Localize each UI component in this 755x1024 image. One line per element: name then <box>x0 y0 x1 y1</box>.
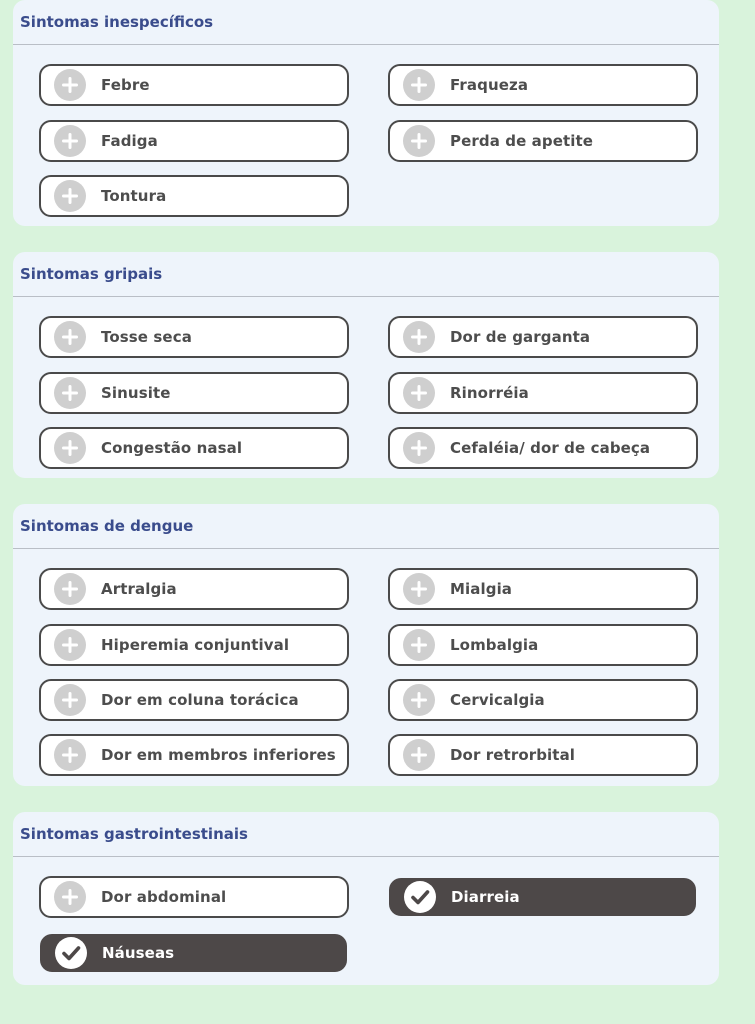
plus-icon <box>54 321 86 353</box>
symptom-label: Febre <box>101 76 150 94</box>
symptom-label: Diarreia <box>451 888 520 906</box>
plus-icon <box>54 377 86 409</box>
symptom-label: Dor retrorbital <box>450 746 576 764</box>
symptom-label: Cervicalgia <box>450 691 545 709</box>
plus-icon <box>54 629 86 661</box>
plus-icon <box>403 432 435 464</box>
plus-icon <box>54 684 86 716</box>
symptom-label: Sinusite <box>101 384 171 402</box>
section-title: Sintomas inespecíficos <box>20 13 214 31</box>
section-header <box>13 252 719 297</box>
symptom-chip-dor-em-coluna-toracica[interactable] <box>39 679 349 721</box>
symptom-chip-dor-retrorbital[interactable] <box>388 734 698 776</box>
section-sintomas-gripais <box>13 252 719 478</box>
symptom-chip-congestao-nasal[interactable] <box>39 427 349 469</box>
plus-icon <box>403 573 435 605</box>
symptom-chip-tosse-seca[interactable] <box>39 316 349 358</box>
symptom-chip-fadiga[interactable] <box>39 120 349 162</box>
plus-icon <box>403 739 435 771</box>
section-sintomas-inespecificos <box>13 0 719 226</box>
symptom-chip-artralgia[interactable] <box>39 568 349 610</box>
symptom-label: Mialgia <box>450 580 513 598</box>
symptom-chip-diarreia[interactable] <box>389 878 696 916</box>
symptom-label: Cefaléia/ dor de cabeça <box>450 439 651 457</box>
section-header <box>13 812 719 857</box>
plus-icon <box>54 739 86 771</box>
plus-icon <box>54 573 86 605</box>
symptom-label: Rinorréia <box>450 384 529 402</box>
symptom-chip-hiperemia-conjuntival[interactable] <box>39 624 349 666</box>
plus-icon <box>403 377 435 409</box>
symptom-label: Lombalgia <box>450 636 539 654</box>
symptom-chip-mialgia[interactable] <box>388 568 698 610</box>
symptom-label: Dor de garganta <box>450 328 591 346</box>
symptom-label: Dor em coluna torácica <box>101 691 299 709</box>
section-sintomas-de-dengue <box>13 504 719 786</box>
plus-icon <box>54 69 86 101</box>
symptom-chip-tontura[interactable] <box>39 175 349 217</box>
symptom-label: Fraqueza <box>450 76 529 94</box>
plus-icon <box>54 180 86 212</box>
symptom-chip-perda-de-apetite[interactable] <box>388 120 698 162</box>
symptom-chip-rinorreia[interactable] <box>388 372 698 414</box>
symptom-chip-sinusite[interactable] <box>39 372 349 414</box>
symptom-label: Hiperemia conjuntival <box>101 636 290 654</box>
symptom-chip-cervicalgia[interactable] <box>388 679 698 721</box>
plus-icon <box>403 629 435 661</box>
symptom-label: Tontura <box>101 187 167 205</box>
symptom-label: Náuseas <box>102 944 175 962</box>
plus-icon <box>403 125 435 157</box>
symptom-chip-dor-abdominal[interactable] <box>39 876 349 918</box>
symptom-label: Perda de apetite <box>450 132 594 150</box>
symptom-chip-nauseas[interactable] <box>40 934 347 972</box>
plus-icon <box>54 432 86 464</box>
symptom-chip-febre[interactable] <box>39 64 349 106</box>
symptom-chip-fraqueza[interactable] <box>388 64 698 106</box>
symptom-chip-dor-em-membros-inferiores[interactable] <box>39 734 349 776</box>
section-header <box>13 0 719 45</box>
symptom-chip-lombalgia[interactable] <box>388 624 698 666</box>
symptom-label: Artralgia <box>101 580 177 598</box>
check-icon <box>55 937 87 969</box>
symptom-label: Congestão nasal <box>101 439 243 457</box>
section-title: Sintomas de dengue <box>20 517 194 535</box>
plus-icon <box>403 684 435 716</box>
check-icon <box>404 881 436 913</box>
symptom-chip-dor-de-garganta[interactable] <box>388 316 698 358</box>
plus-icon <box>403 69 435 101</box>
section-title: Sintomas gastrointestinais <box>20 825 248 843</box>
section-header <box>13 504 719 549</box>
plus-icon <box>54 125 86 157</box>
section-title: Sintomas gripais <box>20 265 163 283</box>
plus-icon <box>403 321 435 353</box>
symptom-label: Fadiga <box>101 132 158 150</box>
plus-icon <box>54 881 86 913</box>
symptom-label: Tosse seca <box>101 328 192 346</box>
symptom-chip-cefaleia[interactable] <box>388 427 698 469</box>
symptom-label: Dor abdominal <box>101 888 227 906</box>
section-sintomas-gastrointestinais <box>13 812 719 985</box>
symptom-label: Dor em membros inferiores <box>101 746 336 764</box>
